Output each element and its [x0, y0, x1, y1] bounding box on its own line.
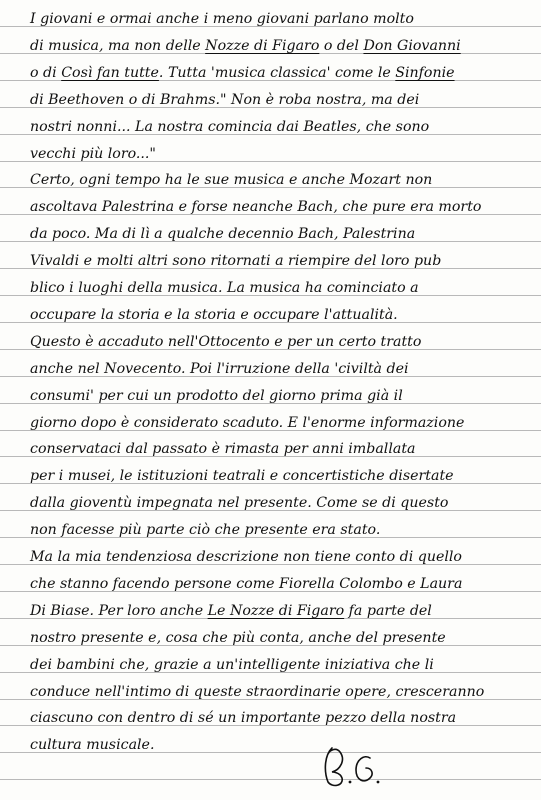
underlined-title: Don Giovanni — [363, 37, 461, 54]
text-segment: nostro presente e, cosa che più conta, anche del presente — [30, 629, 446, 646]
text-line — [30, 90, 520, 110]
text-line — [30, 251, 520, 271]
text-line — [30, 170, 520, 190]
text-line — [30, 278, 520, 298]
text-line — [30, 359, 520, 379]
underlined-title: Nozze di Figaro — [205, 37, 320, 54]
text-segment: conservataci dal passato è rimasta per anni imballata — [30, 441, 416, 458]
text-segment: blico i luoghi della musica. La musica ha cominciato a — [30, 280, 419, 296]
text-segment: che stanno facendo persone come Fiorella Colombo e Laura — [30, 575, 463, 592]
text-segment: Ma la mia tendenziosa descrizione non tiene conto di quello — [30, 549, 462, 565]
text-segment: cultura musicale. — [30, 737, 155, 754]
text-segment: Questo è accaduto nell'Ottocento e per un certo tratto — [30, 333, 422, 350]
text-segment: giorno dopo è considerato scaduto. E l'enorme informazione — [30, 414, 465, 431]
ruled-line — [0, 779, 541, 780]
text-segment: occupare la storia e la storia e occupare l'attualità. — [30, 306, 398, 323]
text-segment: di Beethoven o di Brahms." Non è roba nostra, ma dei — [30, 91, 420, 108]
text-line — [30, 9, 520, 29]
text-segment: da poco. Ma di lì a qualche decennio Bach, Palestrina — [30, 226, 416, 243]
text-line — [30, 224, 520, 244]
text-line — [30, 628, 520, 648]
text-line — [30, 117, 520, 137]
text-segment: o del — [319, 37, 364, 54]
text-line — [30, 332, 520, 352]
text-line — [30, 197, 520, 217]
text-segment: Di Biase. Per loro anche — [30, 602, 208, 619]
text-line — [30, 439, 520, 459]
text-segment: o di — [30, 64, 62, 81]
text-line — [30, 708, 520, 728]
text-segment: per i musei, le istituzioni teatrali e concertistiche disertate — [30, 468, 454, 485]
text-line — [30, 63, 520, 83]
text-line — [30, 413, 520, 433]
text-line — [30, 682, 520, 702]
text-line — [30, 305, 520, 325]
text-line — [30, 655, 520, 675]
text-line — [30, 386, 520, 406]
text-line — [30, 466, 520, 486]
text-segment: non facesse più parte ciò che presente era stato. — [30, 522, 381, 539]
underlined-title: Le Nozze di Figaro — [207, 602, 345, 619]
handwritten-signature — [318, 742, 388, 790]
text-segment: Certo, ogni tempo ha le sue musica e anche Mozart non — [30, 172, 433, 189]
text-line — [30, 493, 520, 513]
text-segment: consumi' per cui un prodotto del giorno prima già il — [30, 387, 403, 404]
text-segment: . Tutta 'musica classica' come le — [158, 64, 396, 81]
text-line — [30, 735, 520, 755]
text-segment: I giovani e ormai anche i meno giovani parlano molto — [30, 11, 414, 27]
text-segment: nostri nonni... La nostra comincia dai Beatles, che sono — [30, 118, 430, 135]
text-segment: dei bambini che, grazie a un'intelligente iniziativa che li — [30, 656, 434, 673]
text-segment: vecchi più loro..." — [30, 145, 156, 162]
text-segment: ciascuno con dentro di sé un importante pezzo della nostra — [30, 710, 457, 727]
text-line — [30, 520, 520, 540]
text-line — [30, 601, 520, 621]
text-segment: fa parte del — [344, 602, 432, 619]
text-line — [30, 547, 520, 567]
text-segment: di musica, ma non delle — [30, 37, 206, 54]
text-line — [30, 144, 520, 164]
text-line — [30, 36, 520, 56]
text-segment: dalla gioventù impegnata nel presente. Come se di questo — [30, 495, 449, 512]
text-segment: ascoltava Palestrina e forse neanche Bach, che pure era morto — [30, 199, 482, 216]
underlined-title: Sinfonie — [395, 64, 455, 81]
underlined-title: Così fan tutte — [61, 64, 159, 81]
text-segment: anche nel Novecento. Poi l'irruzione della 'civiltà dei — [30, 360, 409, 377]
text-segment: conduce nell'intimo di queste straordinarie opere, cresceranno — [30, 683, 485, 700]
text-line — [30, 574, 520, 594]
text-segment: Vivaldi e molti altri sono ritornati a riempire del loro pub — [30, 253, 442, 270]
